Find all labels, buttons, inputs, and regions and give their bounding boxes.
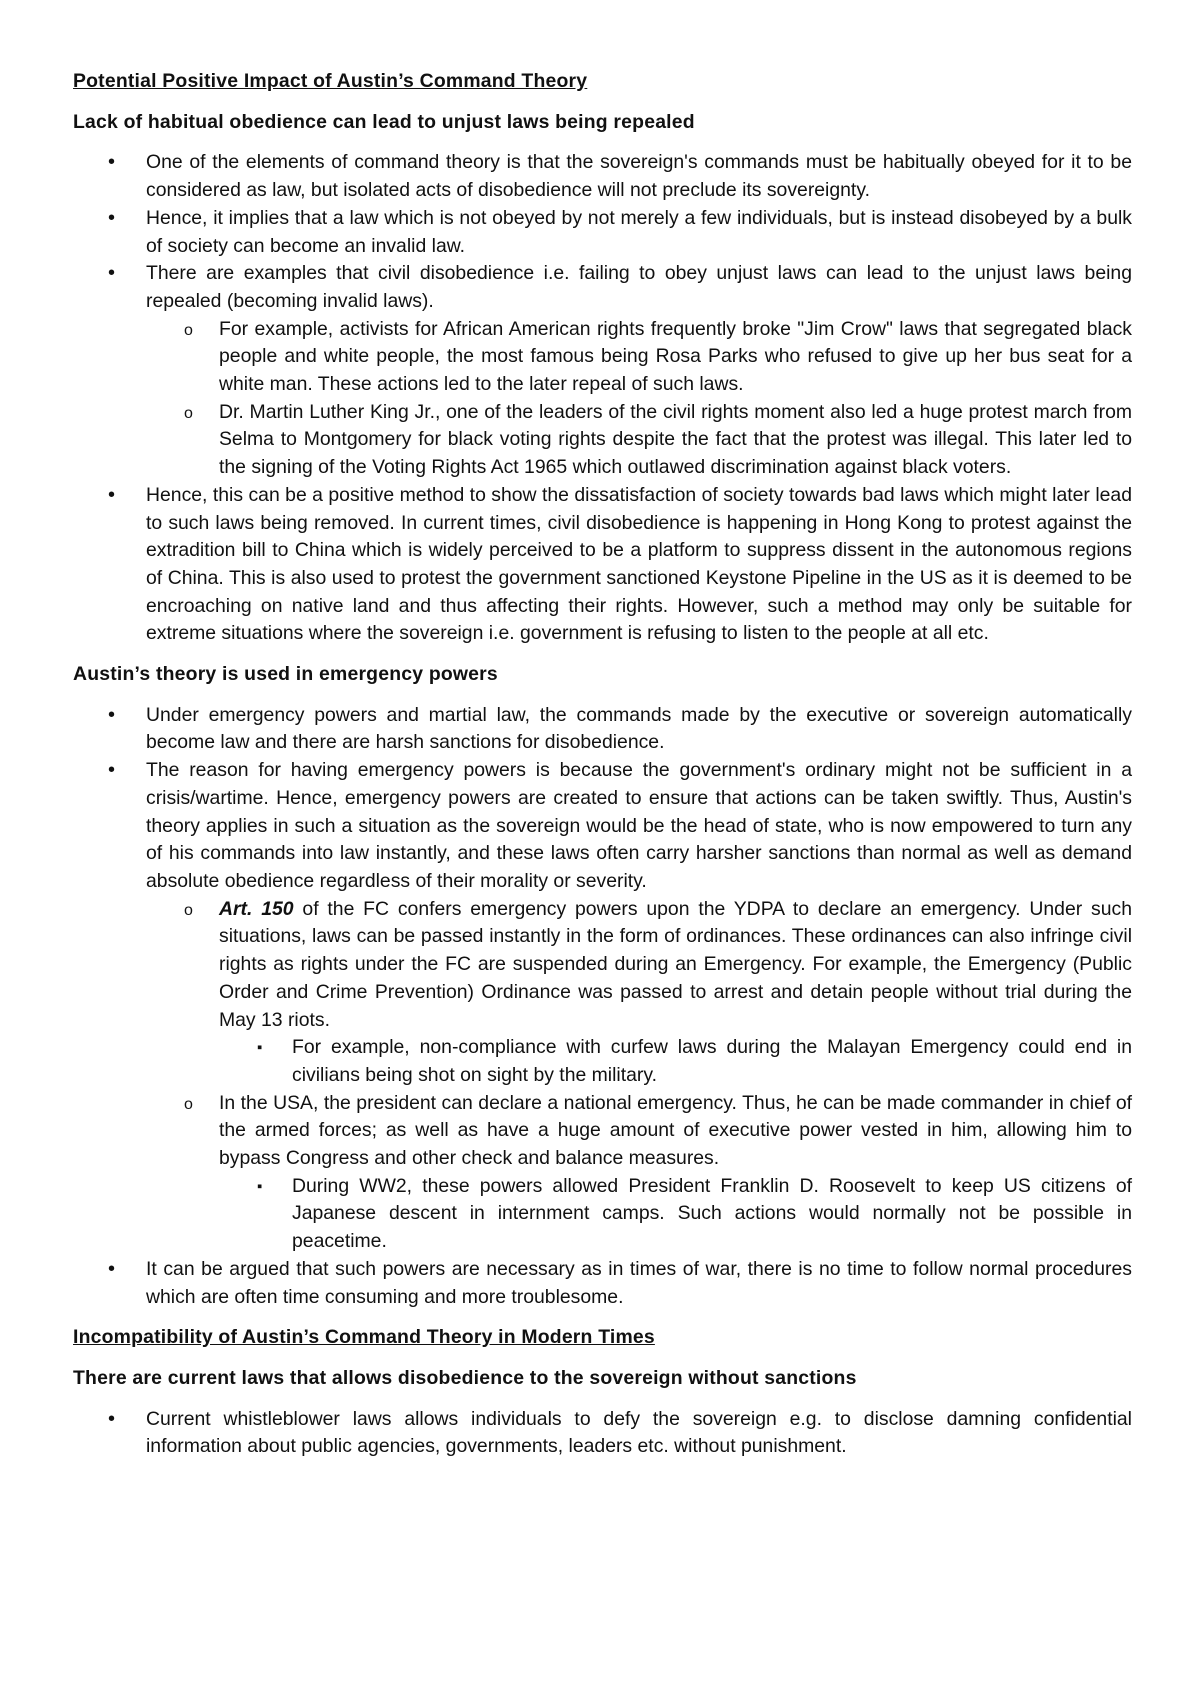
subheading-disobedience-without-sanctions: There are current laws that allows disobedience to the sovereign without sanctions bbox=[73, 1366, 857, 1389]
sub-list-item bbox=[146, 896, 1132, 1090]
bullet-icon: • bbox=[108, 483, 116, 506]
list-item bbox=[73, 482, 1132, 648]
list-item bbox=[73, 1256, 1132, 1311]
sub-sub-list-item-text: For example, non-compliance with curfew laws during the Malayan Emergency could end in civilians being shot on sight by the military. bbox=[292, 1036, 1132, 1086]
sub-sub-list bbox=[219, 1173, 1132, 1256]
section-title-incompatibility: Incompatibility of Austin’s Command Theory in Modern Times bbox=[73, 1326, 655, 1349]
list-item bbox=[73, 1406, 1132, 1461]
bullet-icon: • bbox=[108, 151, 116, 174]
list-item bbox=[73, 149, 1132, 204]
list-item-text: Current whistleblower laws allows individuals to defy the sovereign e.g. to disclose damning confidential information about public agencies, governments, leaders etc. without punishment. bbox=[146, 1407, 1132, 1458]
sub-list-item bbox=[146, 399, 1132, 482]
sub-list-item-text: of the FC confers emergency powers upon the YDPA to declare an emergency. Under such situations, laws can be passed instantly in the form of ordinances. These ordinances can also infringe civil rights as rights under the FC are suspended during an Emergency. For example, the Emergency (Public Order and Crime Prevention) Ordinance was passed to arrest and detain people without trial during the May 13 riots. bbox=[219, 897, 1132, 1031]
sub-sub-list-item bbox=[219, 1034, 1132, 1089]
sub-list-item-text: In the USA, the president can declare a national emergency. Thus, he can be made commander in chief of the armed forces; as well as have a huge amount of executive power vested in him, allowing him to bypass Congress and other check and balance measures. bbox=[219, 1091, 1132, 1170]
sub-list-item bbox=[146, 1090, 1132, 1256]
sub-list-item-text: For example, activists for African American rights frequently broke "Jim Crow" laws that segregated black people and white people, the most famous being Rosa Parks who refused to give up her bus seat for a white man. These actions led to the later repeal of such laws. bbox=[219, 317, 1132, 396]
bullet-icon: • bbox=[108, 759, 116, 782]
bullet-icon: • bbox=[108, 206, 116, 229]
list-item-text: There are examples that civil disobedience i.e. failing to obey unjust laws can lead to the unjust laws being repealed (becoming invalid laws). bbox=[146, 262, 1132, 312]
sub-sub-list-item bbox=[219, 1173, 1132, 1256]
section-title-positive-impact: Potential Positive Impact of Austin’s Command Theory bbox=[73, 70, 588, 92]
article-reference: Art. 150 bbox=[219, 897, 294, 920]
bullet-icon: • bbox=[108, 1407, 116, 1430]
list-item-text: It can be argued that such powers are necessary as in times of war, there is no time to follow normal procedures which are often time consuming and more troublesome. bbox=[146, 1257, 1132, 1308]
list-item bbox=[73, 757, 1132, 1256]
circle-bullet-icon: o bbox=[184, 321, 193, 339]
sub-list-item bbox=[146, 316, 1132, 399]
bullet-list bbox=[73, 1406, 1132, 1461]
bullet-icon: • bbox=[108, 1257, 116, 1280]
sub-list-item-text: Dr. Martin Luther King Jr., one of the leaders of the civil rights moment also led a huge protest march from Selma to Montgomery for black voting rights despite the fact that the protest was illegal. This later led to the signing of the Voting Rights Act 1965 which outlawed discrimination against black voters. bbox=[219, 400, 1132, 479]
subheading-habitual-obedience: Lack of habitual obedience can lead to unjust laws being repealed bbox=[73, 110, 695, 133]
list-item-text: Hence, it implies that a law which is not obeyed by not merely a few individuals, but is instead disobeyed by a bulk of society can become an invalid law. bbox=[146, 206, 1132, 257]
sub-sub-list-item-text: During WW2, these powers allowed President Franklin D. Roosevelt to keep US citizens of Japanese descent in internment camps. Such actions would normally not be possible in peacetime. bbox=[292, 1174, 1132, 1253]
sub-sub-list bbox=[219, 1034, 1132, 1089]
subheading-emergency-powers: Austin’s theory is used in emergency powers bbox=[73, 663, 498, 686]
list-item bbox=[73, 205, 1132, 260]
list-item-text: Under emergency powers and martial law, the commands made by the executive or sovereign automatically become law and there are harsh sanctions for disobedience. bbox=[146, 703, 1132, 754]
list-item bbox=[73, 702, 1132, 757]
list-item-text: The reason for having emergency powers is because the government's ordinary might not be sufficient in a crisis/wartime. Hence, emergency powers are created to ensure that actions can be taken swiftly. Thus, Austin's theory applies in such a situation as the sovereign would be the head of state, who is now empowered to turn any of his commands into law instantly, and these laws often carry harsher sanctions than normal as well as demand absolute obedience regardless of their morality or severity. bbox=[146, 759, 1132, 892]
bullet-list bbox=[73, 149, 1132, 648]
list-item-text: Hence, this can be a positive method to show the dissatisfaction of society towards bad laws which might later lead to such laws being removed. In current times, civil disobedience is happening in Hong Kong to protest against the extradition bill to China which is widely perceived to be a platform to suppress dissent in the autonomous regions of China. This is also used to protest the government sanctioned Keystone Pipeline in the US as it is deemed to be encroaching on native land and thus affecting their rights. However, such a method may only be suitable for extreme situations where the sovereign i.e. government is refusing to listen to the people at all etc. bbox=[146, 483, 1132, 645]
circle-bullet-icon: o bbox=[184, 901, 193, 919]
list-item-text: One of the elements of command theory is that the sovereign's commands must be habitually obeyed for it to be considered as law, but isolated acts of disobedience will not preclude its sovereignty. bbox=[146, 151, 1132, 202]
sub-list bbox=[146, 896, 1132, 1256]
circle-bullet-icon: o bbox=[184, 1095, 193, 1113]
list-item bbox=[73, 260, 1132, 482]
sub-list bbox=[146, 316, 1132, 482]
bullet-icon: • bbox=[108, 262, 116, 285]
square-bullet-icon: ▪ bbox=[257, 1177, 263, 1195]
circle-bullet-icon: o bbox=[184, 404, 193, 422]
bullet-icon: • bbox=[108, 703, 116, 726]
bullet-list bbox=[73, 702, 1132, 1311]
square-bullet-icon: ▪ bbox=[257, 1039, 263, 1057]
